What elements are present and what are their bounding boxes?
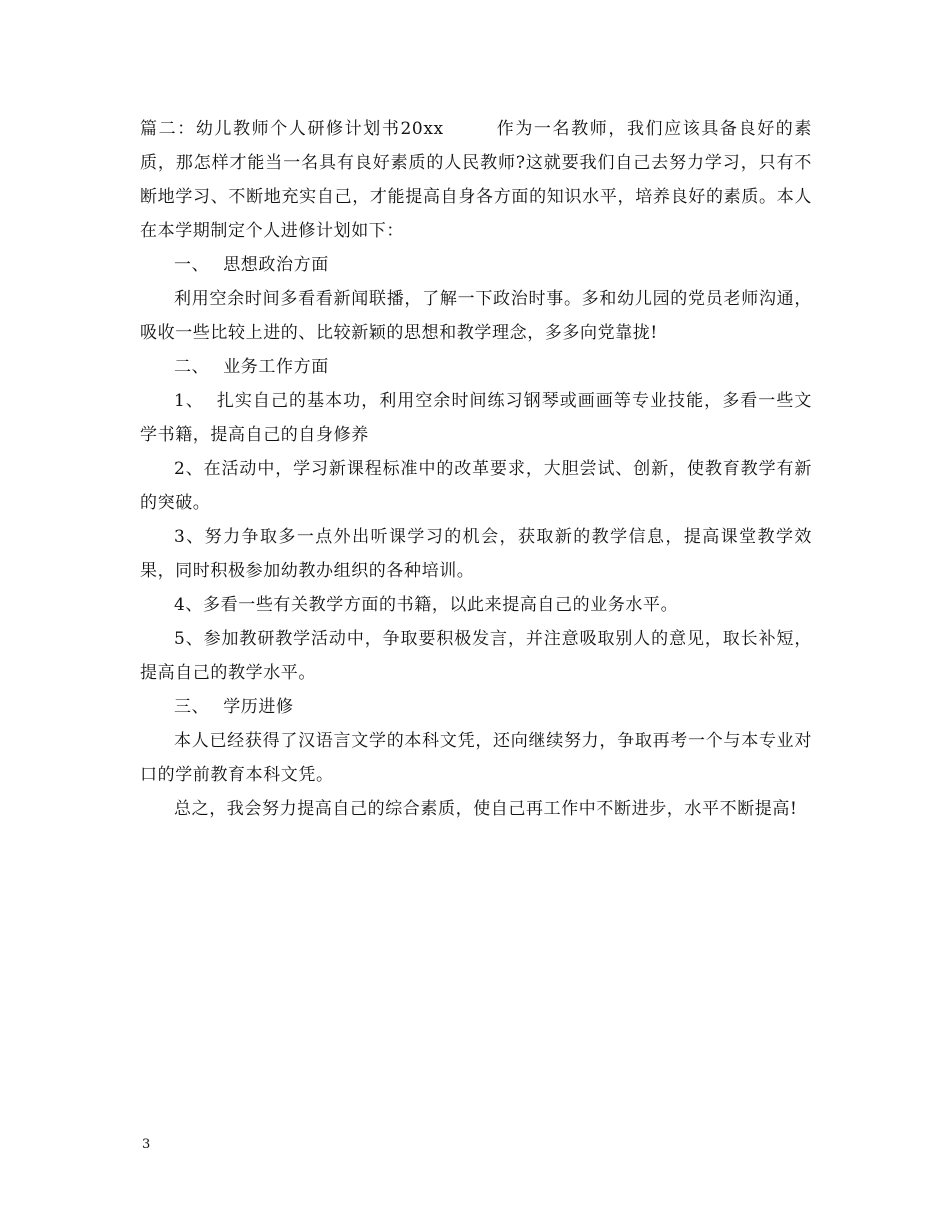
section-number: 二、: [174, 357, 210, 377]
intro-text: 作为一名教师，我们应该具备良好的素质，那怎样才能当一名具有良好素质的人民教师?这就要我们自己去努力学习，只有不断地学习、不断地充实自己，才能提高自身各方面的知识水平，培养良好的素质。本人在本学期制定个人进修计划如下：: [140, 119, 813, 241]
document-page: [140, 112, 812, 826]
section-title: 思想政治方面: [223, 255, 329, 275]
section-heading-3: [140, 690, 812, 724]
section-2-paragraph-5: 5、参加教研教学活动中，争取要积极发言，并注意吸取别人的意见，取长补短，提高自己的教学水平。: [140, 629, 812, 683]
section-number: 一、: [174, 255, 210, 275]
section-3-paragraph-1: 本人已经获得了汉语言文学的本科文凭，还向继续努力，争取再考一个与本专业对口的学前教育本科文凭。: [140, 731, 812, 785]
section-heading-2: [140, 350, 812, 384]
section-2-paragraph-4: 4、多看一些有关教学方面的书籍，以此来提高自己的业务水平。: [174, 595, 679, 615]
section-number: 三、: [174, 697, 210, 717]
section-title: 学历进修: [223, 697, 294, 717]
conclusion-paragraph: 总之，我会努力提高自己的综合素质，使自己再工作中不断进步，水平不断提高!: [174, 799, 798, 819]
page-number: 3: [142, 1137, 151, 1152]
document-title: 篇二：幼儿教师个人研修计划书20xx: [140, 119, 444, 139]
intro-paragraph: [140, 112, 812, 248]
section-2-paragraph-2: 2、在活动中，学习新课程标准中的改革要求，大胆尝试、创新，使教育教学有新的突破。: [140, 459, 812, 513]
section-title: 业务工作方面: [223, 357, 329, 377]
section-1-paragraph-1: 利用空余时间多看看新闻联播，了解一下政治时事。多和幼儿园的党员老师沟通，吸收一些比较上进的、比较新颖的思想和教学理念，多多向党靠拢!: [140, 289, 812, 343]
section-2-paragraph-3: 3、努力争取多一点外出听课学习的机会，获取新的教学信息，提高课堂教学效果，同时积极参加幼教办组织的各种培训。: [140, 527, 812, 581]
section-2-paragraph-1: 1、 扎实自己的基本功，利用空余时间练习钢琴或画画等专业技能，多看一些文学书籍，提高自己的自身修养: [140, 391, 812, 445]
section-heading-1: [140, 248, 812, 282]
